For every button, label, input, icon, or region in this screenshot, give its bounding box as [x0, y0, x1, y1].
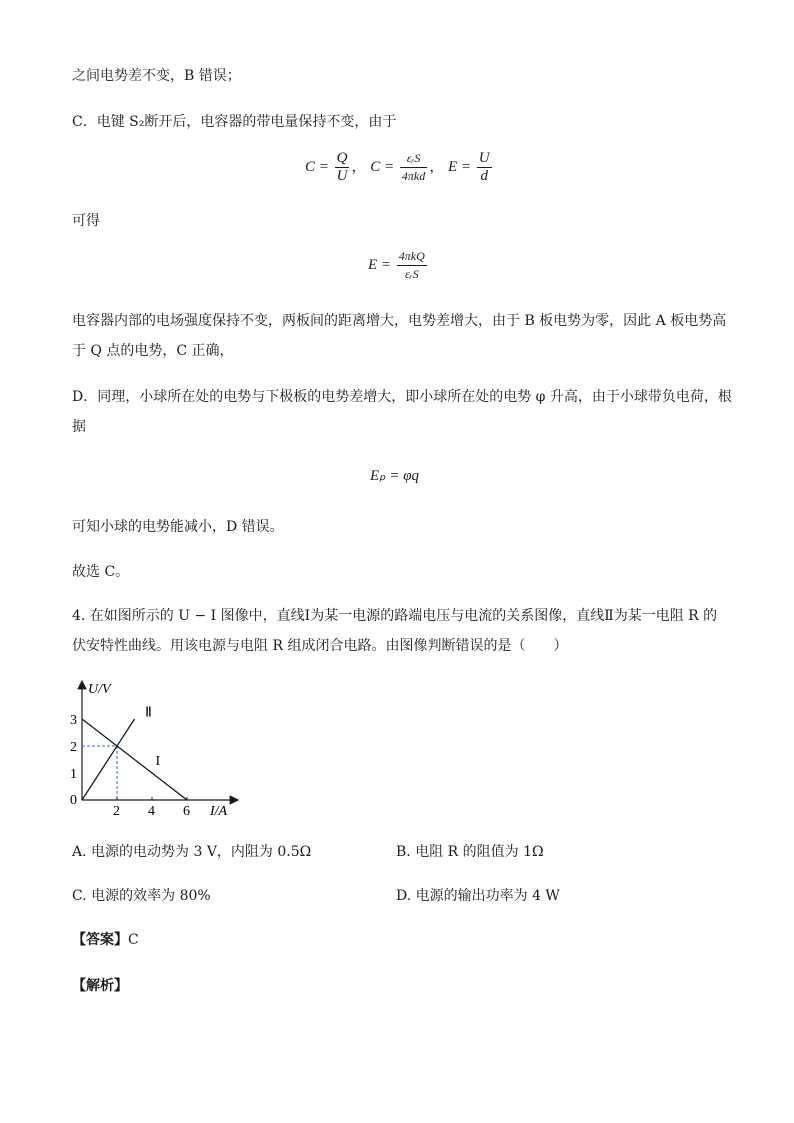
eq-c1-den: U	[336, 168, 348, 184]
y-tick-label: 1	[70, 767, 77, 782]
eq-c2-den: 4πkd	[401, 169, 426, 183]
para-c-1: 电容器内部的电场强度保持不变，两板间的距离增大，电势差增大，由于 B 板电势为零，因此 A 板电势高	[72, 313, 727, 329]
para-d-3: 可知小球的电势能减小，D 错误。	[72, 519, 284, 535]
para-b-end: 之间电势差不变，B 错误；	[72, 68, 241, 84]
option-a: A. 电源的电动势为 3 V，内阻为 0.5Ω	[72, 844, 312, 860]
eq-e-num: U	[478, 150, 490, 166]
equation-capacitance	[305, 150, 494, 185]
eq-c1-num: Q	[336, 150, 348, 166]
eq-c2-num: εᵣS	[400, 150, 427, 168]
u-i-graph	[60, 675, 250, 820]
equation-field	[368, 248, 429, 283]
eq-e-den: d	[480, 168, 488, 184]
eq-sep1: ，	[351, 158, 367, 175]
analysis-tag	[72, 976, 128, 996]
para-d-1: D．同理，小球所在处的电势与下极板的电势差增大，即小球所在处的电势 φ 升高，由于小球带负电荷，根	[72, 389, 732, 405]
y-tick-label: 2	[70, 740, 77, 755]
para-c-intro: C．电键 S₂断开后，电容器的带电量保持不变，由于	[72, 114, 397, 130]
eq-sep2: ，	[429, 158, 445, 175]
origin-label: 0	[70, 793, 77, 808]
eq-e-fraction	[477, 150, 492, 185]
line-ii-resistor	[82, 719, 135, 800]
y-tick-label: 3	[70, 713, 77, 728]
option-d: D. 电源的输出功率为 4 W	[396, 888, 560, 904]
eq-c2-lhs: C =	[370, 158, 395, 175]
eq-e-lhs: E =	[448, 158, 472, 175]
eq2-lhs: E =	[368, 256, 392, 273]
eq2-num: 4πkQ	[397, 248, 427, 266]
line-i-label: I	[155, 753, 161, 769]
y-axis-label: U/V	[88, 682, 111, 697]
choose-line: 故选 C。	[72, 564, 130, 580]
eq-c2-fraction	[400, 150, 427, 185]
equation-potential-energy: Eₚ = φq	[370, 468, 420, 484]
q4-line1: 4. 在如图所示的 U − I 图像中，直线Ⅰ为某一电源的路端电压与电流的关系图像，直线Ⅱ为某一电阻 R 的	[72, 608, 718, 624]
option-b: B. 电阻 R 的阻值为 1Ω	[396, 844, 544, 860]
line-i-source	[82, 719, 187, 800]
eq2-fraction	[397, 248, 427, 283]
x-tick-label: 2	[113, 804, 120, 819]
para-c-2: 于 Q 点的电势，C 正确，	[72, 343, 234, 359]
eq-c1-lhs: C =	[305, 158, 329, 175]
x-tick-label: 6	[183, 804, 190, 819]
x-tick-label: 4	[148, 804, 155, 819]
option-c: C. 电源的效率为 80%	[72, 888, 211, 904]
answer-line	[72, 930, 139, 950]
ke-de: 可得	[72, 213, 100, 229]
eq2-den: εᵣS	[404, 267, 419, 281]
analysis-label: 【解析】	[72, 978, 128, 994]
para-d-2: 据	[72, 419, 86, 435]
eq-c1-fraction	[335, 150, 350, 185]
x-axis-label: I/A	[210, 804, 228, 819]
answer-value: C	[128, 932, 139, 948]
answer-tag: 【答案】	[72, 932, 128, 948]
q4-line2: 伏安特性曲线。用该电源与电阻 R 组成闭合电路。由图像判断错误的是（ ）	[72, 638, 568, 654]
line-ii-label: Ⅱ	[145, 705, 152, 721]
